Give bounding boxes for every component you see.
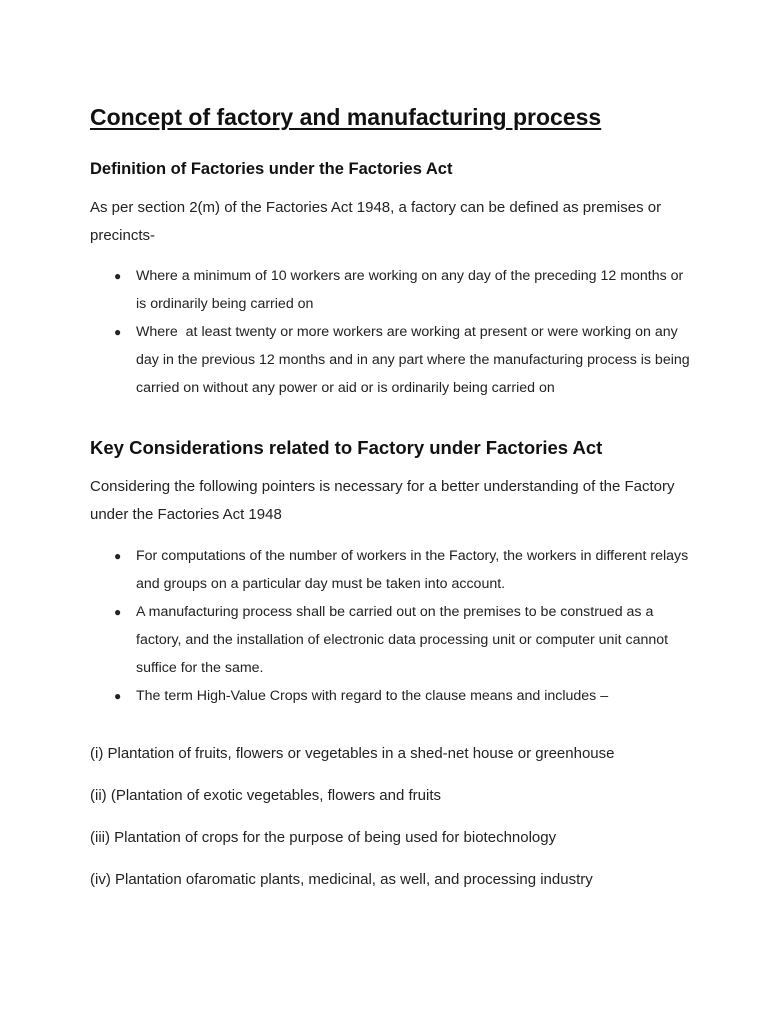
bullet-icon: ● (114, 549, 122, 563)
section-intro-definition: As per section 2(m) of the Factories Act 1948, a factory can be defined as premises or precincts- (90, 199, 662, 244)
section-intro-key-considerations: Considering the following pointers is necessary for a better understanding of the Factory under the Factories Act 1948 (90, 478, 675, 523)
list-item (90, 262, 690, 318)
list-item-text: The term High-Value Crops with regard to the clause means and includes – (136, 688, 609, 704)
list-item-text: Where a minimum of 10 workers are working on any day of the preceding 12 months or is ordinarily being carried on (136, 268, 684, 312)
bullet-icon: ● (114, 689, 122, 703)
document-title: Concept of factory and manufacturing process (90, 104, 602, 130)
list-item-text: A manufacturing process shall be carried out on the premises to be construed as a factory, and the installation of electronic data processing unit or computer unit cannot suffice for the same. (136, 604, 669, 676)
list-item (90, 542, 690, 598)
crop-item: (iv) Plantation ofaromatic plants, medicinal, as well, and processing industry (90, 871, 593, 888)
list-item (90, 598, 690, 682)
crop-item: (iii) Plantation of crops for the purpose of being used for biotechnology (90, 829, 557, 846)
bullet-icon: ● (114, 269, 122, 283)
section-heading-definition: Definition of Factories under the Factories Act (90, 160, 453, 178)
bullet-list-definition (90, 262, 694, 402)
section-heading-key-considerations: Key Considerations related to Factory under Factories Act (90, 437, 603, 458)
list-item-text: For computations of the number of workers in the Factory, the workers in different relays and groups on a particular day must be taken into account. (136, 548, 689, 592)
bullet-icon: ● (114, 605, 122, 619)
list-item-text: Where at least twenty or more workers are working at present or were working on any day in the previous 12 months and in any part where the manufacturing process is being carried on without any power or aid or is ordinarily being carried on (136, 324, 694, 396)
bullet-icon: ● (114, 325, 122, 339)
bullet-list-key-considerations (90, 542, 690, 710)
crop-item: (ii) (Plantation of exotic vegetables, flowers and fruits (90, 787, 441, 804)
list-item (90, 318, 694, 402)
list-item (90, 682, 690, 710)
crop-item: (i) Plantation of fruits, flowers or vegetables in a shed-net house or greenhouse (90, 745, 615, 762)
